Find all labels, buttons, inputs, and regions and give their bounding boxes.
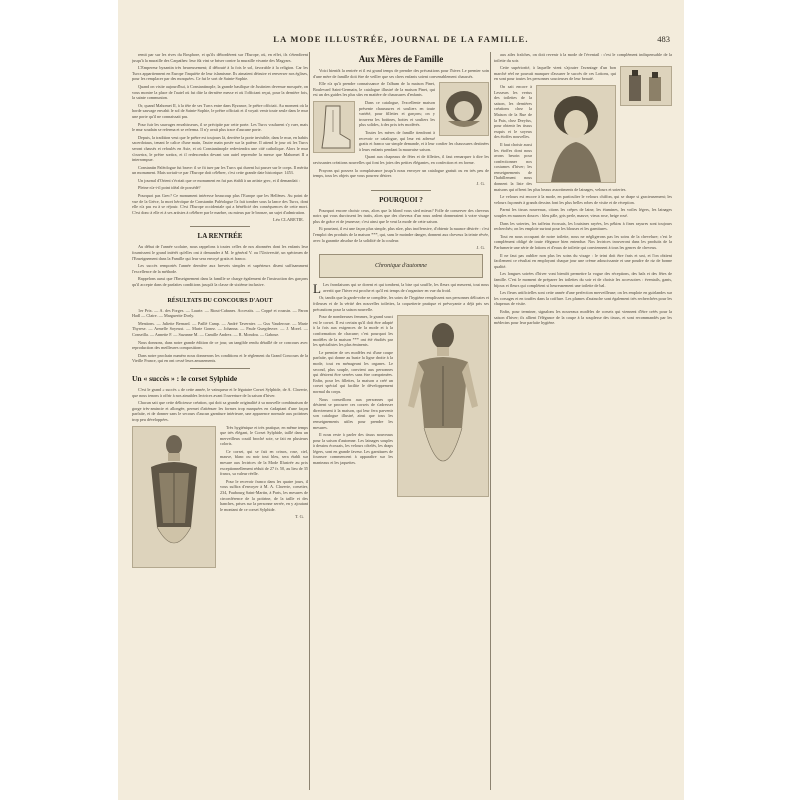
boot-illustration	[313, 101, 355, 153]
col3-paragraph: Cette supériorité, à laquelle vient s'ajouter l'avantage d'un bon marché réel ne pouvait manquer d'assurer le succès de ces Lotions, qui en sont pour toutes les personnes soucieuses de leur beauté.	[494, 65, 616, 82]
col1-paragraph: Un journal d'Orient s'écriait que ce monument en fut pas établi à un artiste grec, et il demandait :	[138, 177, 300, 183]
meres-paragraph: Toutes les mères de famille tiendront à recevoir ce catalogue, qui leur est adressé gratis et franco sur simple demande, et à leur confier les chaussures destinées à leurs enfants pendant la mauvaise saison.	[359, 129, 489, 152]
concours-paragraph: 1er Prix. — A. des Forges. — Laurie. — Riout-Cabanes. Accessits. — Coppé et roussin. — Paron Hadl — Claire. — Marguerite Dorly.	[132, 307, 308, 319]
col3-paragraph: On sait encore à Lesseurs les vertus des toilettes de la saison, les dernières créations chez la Maison de la Rue de la Paix, chez Dreyfus, pour obtenir les tissus exquis et le soyeux des étoffes nouvelles.	[494, 83, 532, 140]
signature: J. G.	[476, 245, 485, 251]
column-rule-1	[309, 52, 310, 790]
separator	[371, 190, 431, 191]
meres-paragraph: Prayons qui pouvez la complaisance jusqu'à nous envoyer un catalogue gratuit ou en très peu de temps, tous les objets que vous pourrez désirer.	[313, 167, 489, 179]
col1-paragraph: L'Empereur byzantin très heureusement; il débouté à la fois le sol, favorable à la religion. Car les Turcs appartiennent en Europe l'inquiète de leur islamisme. Ils aimaient détruire et renverser nos églises, pour les remplacer par des mosquées. Ce fut le sort de Sainte-Sophie.	[132, 65, 308, 82]
bottle-image	[621, 67, 671, 105]
meres-paragraph: Dans ce catalogue, l'excellente maison présente chaussures et souliers en toute variété, pour fillettes et garçons; on y trouvera les bottines, bottes et souliers les plus solides, à des prix très modérés.	[359, 99, 435, 128]
rentree-paragraph: Au début de l'année scolaire, nous rappelons à toutes celles de nos abonnées dont les enfants leur fournissent le grand intérêt qu'elles ont à demander à M. le général V. ou l'Université, un spécimen de l'Enseignement dans la Famille qui leur sera envoyé gratis et franco.	[132, 244, 308, 261]
page-number: 483	[657, 34, 670, 44]
signature: J. G.	[476, 180, 485, 186]
corset-paragraph: C'est le grand « succès » de cette année, le vainqueur et le légataire Corset Sylphide, de A. Claverie, que nous tenons à offrir à nos aimables lectrices avant l'ouverture de la saison d'hiver.	[132, 386, 308, 398]
signature: T. G.	[294, 514, 304, 520]
chronique-banner	[319, 254, 483, 278]
corset-paragraph: Pour le recevoir franco dans les quatre jours, il vous suffira d'envoyer à M. A. Claverie, corsetier, 234, Faubourg Saint-Martin, à Paris, les mesures de circonférence de la poitrine, de la taille et des hanches, prises sur la personne serrée, en y ajoutant le montant de ce corset Sylphide.	[220, 478, 308, 512]
page-header	[118, 34, 684, 48]
corset-paragraph: Chacun sait que cette délicieuse création, qui doit sa grande originalité à sa nouvelle combinaison de gorge très-amincie et allongée, permet d'atténuer les formes trop marquées en s'adaptant d'une façon parfaite, et de donner sans le secours d'aucun garniture intérieure, une apparence normale aux poitrines trop peu développées.	[132, 400, 308, 422]
column-3	[494, 52, 672, 792]
lady-corset-illustration	[397, 315, 489, 497]
col3-paragraph: Il faut choisir aussi les étoffes dont nous avons besoin pour confectionner nos costumes d'hiver; les renseignements de l'habillement nous donnent la liste des maisons qui offrent les plus beaux assortiments de lainages, velours et soieries.	[494, 141, 627, 192]
drop-cap: L	[313, 281, 321, 297]
col1-paragraph: Pleine n'a-t-il point idéal de possédé?	[138, 185, 201, 191]
separator	[190, 368, 250, 369]
concours-paragraph: Nous donnons, dans notre grande édition de ce jour, un tangible rendu détaillé de ce concours avec reproduction des meilleures compositions.	[132, 339, 308, 351]
col1-paragraph: Constantin Paléologue fut brave: il se fit tuer par les Turcs qui durent lui passer sur le corps. Il mérita un monument. Mais sortait-ce par l'Europe doit célébrer, c'est cette grande date historique: 1453.	[132, 164, 308, 176]
pourquoi-heading: POURQUOI ?	[379, 195, 423, 204]
col3-paragraph: Les fleurs artificielles sont cette année d'une perfection merveilleuse; on les emploie en guirlandes sur les corsages et en touffes dans la coiffure. Les plumes d'autruche sont également très recherchées pour les chapeaux de visite.	[494, 290, 672, 307]
col3-paragraph: Le velours est encore à la mode, en particulier le velours chiffon, qui se drape si gracieusement; les velours façonnés à grands dessins font les plus belles robes de visite et de réception.	[494, 194, 672, 205]
column-rule-2	[490, 52, 491, 790]
col1-paragraph: Depuis, la tradition veut que le prêtre est toujours là, derrière la porte invisible, dans le mur, en habits sacerdotaux, tenant le calice d'une main, l'autre main posée sur la patène. Il attend le jour où les Turcs seront chassés et refoulés en Asie, et où Constantinople redeviendra une cité catholique. Alors le mur s'ouvrira, le prêtre sortira, et il redescendra devant son autel reprendre la messe que Mahomet II a interrompue.	[132, 134, 308, 163]
boot-image	[314, 102, 354, 152]
column-1	[132, 52, 308, 792]
col3-paragraph: Tout en nous occupant de notre toilette, nous ne négligerons pas les soins de la chevelure; c'est le complément obligé de toute élégance bien entendue. Nos lectrices trouveront dans les produits de la Parfumerie une série de lotions et d'eaux de toilette qui conviennent à tous les genres de cheveux.	[494, 233, 672, 250]
chronique-paragraph: Le premier de ces modèles est d'une coupe parfaite, qui donne au buste la ligne droite à la mode, tout en ménageant les organes. Le second, plus souple, convient aux personnes qui désirent être serrées sans être comprimées. Enfin, pour les fillettes, la maison a créé un corset spécial qui facilite le développement normal du corps.	[313, 349, 393, 394]
col1-paragraph: Pourquoi pas Grec? Ce monument intéresse beaucoup plus l'Europe que les Hellènes. Au point de vue de la Grèce, la mort héroïque de Constantin Paléologue l'a fait tomber sous la lance des Turcs, dont elle n'a pas eu à se réjouir. C'est l'Europe occidentale qui a bénéficié des conséquences de cette mort. C'est donc à elle et à ses artistes à célébrer par le marbre, ou mieux par le bronze, un sujet d'admiration.	[132, 193, 308, 215]
pourquoi-paragraph: Et pourtant, il est une façon plus simple, plus sûre, plus inoffensive, d'obtenir la nuance désirée : c'est l'emploi des produits de la maison ***, qui, sans le moindre danger, donnent aux cheveux la teinte rêvée, avec la garantie absolue de la solidité de la couleur.	[313, 226, 489, 243]
col3-paragraph: Il ne faut pas oublier non plus les soins du visage : le teint doit être frais et uni, et l'on obtient facilement ce résultat en employant chaque jour une crème adoucissante et une poudre de riz de bonne qualité.	[494, 252, 672, 269]
chronique-heading: Chronique d'automne	[375, 263, 427, 270]
rentree-heading: LA RENTRÉE	[197, 232, 243, 241]
col1-paragraph: Pour fuir les sauvages envahisseurs, il se précipite par cette porte. Les Turcs voulurent s'y ruer, mais le mur soudain se referma et se referma. Il n'y avait plus trace d'aucune porte.	[132, 121, 308, 133]
running-title: LA MODE ILLUSTRÉE, JOURNAL DE LA FAMILLE.	[273, 34, 529, 44]
chronique-paragraph: Nous conseillons aux personnes qui désirent se procurer ces corsets de s'adresser directement à la maison, qui leur fera parvenir son catalogue illustré, ainsi que tous les renseignements utiles pour prendre les mesures.	[313, 396, 393, 430]
col1-paragraph: Quand on visite aujourd'hui, à Constantinople, la grande basilique de Justinien devenue mosquée, on vous montre la place de l'autel où fut dite la dernière messe et où l'officiant reçut, pour la dernière fois, la sainte communion.	[132, 83, 308, 101]
meres-paragraph: Quant aux chapeaux de fêtes et de fillettes, il faut remarquer à dire les ravissantes créations nouvelles qui font les joies des petites élégantes, en confection et en forme.	[313, 154, 489, 165]
separator	[190, 292, 250, 293]
meres-heading: Aux Mères de Famille	[358, 54, 444, 64]
lady-corset-image	[398, 316, 488, 496]
col1-paragraph: Or, quand Mahomet II, à la tête de ses Turcs entre dans Byzance, le prêtre officiait. Au moment où la horde sauvage envahit le sol de Sainte-Sophie, le prêtre officiait et il voyait venir toute seule dans le mur une porte qu'il ne connaissait pas.	[132, 102, 308, 119]
rentree-paragraph: Rappelons aussi que l'Enseignement dans la famille se charge également de l'instruction des garçons qu'il accepte dans de parfaites conditions jusqu'à la classe de sixième inclusive.	[132, 276, 308, 287]
corset-heading: Un « succès » : le corset Sylphide	[132, 373, 238, 383]
corset-illustration	[132, 426, 216, 568]
signature: Léo CLARETIE.	[273, 217, 304, 223]
col3-paragraph: Dans les soieries, les taffetas écossais, les louisines rayées, les pékins à fines rayures sont toujours recherchés; on les emploie surtout pour les blouses et les garnitures.	[494, 220, 672, 232]
bottle-illustration	[620, 66, 672, 106]
corset-paragraph: Ce corset, qui se fait en crinos, rose, ciel, mauve, blanc ou noir tout bleu, sera établi sur mesure aux lectrices de la Mode Illustrée au prix exceptionnellement réduit de 27 fr. 50, au lieu de 35 francs, sa valeur réelle.	[220, 448, 308, 477]
rentree-paragraph: Les succès remportés l'année dernière aux brevets simples et supérieurs disent suffisamment l'excellence de la méthode.	[132, 263, 308, 274]
chronique-paragraph: Or, tandis que la garde-robe se complète, les soins de l'hygiène remplissent nos personnes délicates et frileuses et de la vérité des nouvelles toilettes, la coquetterie pratique et prévoyante a déjà pris ses précautions pour la saison nouvelle.	[313, 295, 489, 312]
pourquoi-paragraph: Pourquoi encore choisir ceux, alors que la blond vous sied mieux? Folle de conserver des cheveux noirs qui vous durcissent les traits, alors que des cheveux d'un roux ardent donneraient à votre visage plus de grâce et de jeunesse; c'est ainsi que le veut la mode de cette saison.	[313, 207, 489, 224]
col3-paragraph: Les longues soirées d'hiver vont bientôt permettre la vogue des réceptions, des bals et des fêtes de famille. C'est le moment de préparer les toilettes du soir et de choisir les accessoires : éventails, gants, bijoux et fleurs qui complètent si heureusement une toilette de bal.	[494, 271, 672, 288]
concours-paragraph: Mentions. — Juliette Bernard. — Paillé Camp. — André Tavernier. — Gus Vauderoue. — Marie Thyrese. — Armelle Soyeuxt. — Marie Gonez. — Johanna. — Paule Guegdesvre. — J. Morel. — Conseilla. — Annette F. — Suzanne M. — Camille Andrex. — R. Mondou. — Gaboue.	[132, 320, 308, 337]
corset-figure-image	[133, 427, 215, 567]
meres-paragraph: Voici bientôt la rentrée et il est grand temps de prendre des précautions pour l'hiver. Le premier soin d'une mère de famille doit être de veiller que ses chers enfants soient convenablement chaussés.	[313, 68, 489, 79]
meres-paragraph: Elle n'a qu'à prendre connaissance de l'album de la maison Pinet, Boulevard Saint-Germain, le catalogue illustré de la maison Pinet, qui est un des guides les plus sûrs en matière de chaussures d'enfants.	[313, 81, 435, 98]
chronique-paragraph: Pour de nombreuses femmes, le grand souci est le corset. Il est certain qu'il doit être adapté à la fois aux exigences de la mode et à la conformation de chacune; c'est pourquoi les modèles de la maison *** ont été étudiés par les spécialistes les plus éminents.	[313, 314, 393, 348]
woman-portrait-image	[537, 86, 615, 182]
col3-paragraph: aux ailes fraîches, on doit revenir à la mode de l'éventail : c'est le complément indispensable de la toilette du soir.	[494, 52, 672, 63]
col3-paragraph: Enfin, pour terminer, signalons les nouveaux modèles de corsets qui viennent d'être créés pour la saison d'hiver; ils allient l'élégance de la coupe à la souplesse des tissus, et sont recommandés par les médecins pour leur parfaite hygiène.	[494, 308, 672, 326]
separator	[190, 226, 250, 227]
chronique-paragraph: Les frondaisons qui se dorent et qui tombent, la bise qui souffle, les fleurs qui meurent, tout nous avertit que l'hiver est proche et qu'il est temps de s'organiser en vue du froid.	[322, 282, 489, 293]
col1-paragraph: remit par sur les rives du Bosphore, et qu'ils débordèrent sur l'Europe, où, en effet, ils s'étendirent jusqu'à la muraille des Carpathes: leur fût vint se briser contre la muraille vivante des Magyars.	[132, 52, 308, 63]
woman-hair-illustration	[536, 85, 616, 183]
concours-heading: RÉSULTATS DU CONCOURS D'AOUT	[167, 297, 273, 304]
bonnet-illustration	[439, 82, 489, 136]
magazine-page	[118, 0, 684, 800]
column-2	[313, 52, 489, 792]
col3-paragraph: Parmi les tissus nouveaux, citons les crêpes de laine, les étamines, les voiles légers, les lainages souples en nuances douces : bleu pâle, gris perle, mauve, vieux rose, beige rosé.	[494, 207, 672, 219]
chronique-paragraph: Il nous reste à parler des tissus nouveaux pour la saison d'automne. Les lainages souples à dessins écossais, les velours côtelés, les draps légers, sont en grande faveur. Les garnitures de fourrure commencent à apparaître sur les manteaux et les jaquettes.	[313, 432, 393, 466]
corset-paragraph: Très hygiénique et très pratique, en même temps que très élégant, le Corset Sylphide, taillé dans un merveilleux coutil broché soie, se fait en plusieurs coloris.	[220, 424, 308, 447]
concours-paragraph: Dans notre prochain numéro nous donnerons les conditions et le règlement du Grand Concours de la Vieille France, qui en ont cessé leurs amusements.	[132, 352, 308, 364]
bonnet-image	[440, 83, 488, 135]
